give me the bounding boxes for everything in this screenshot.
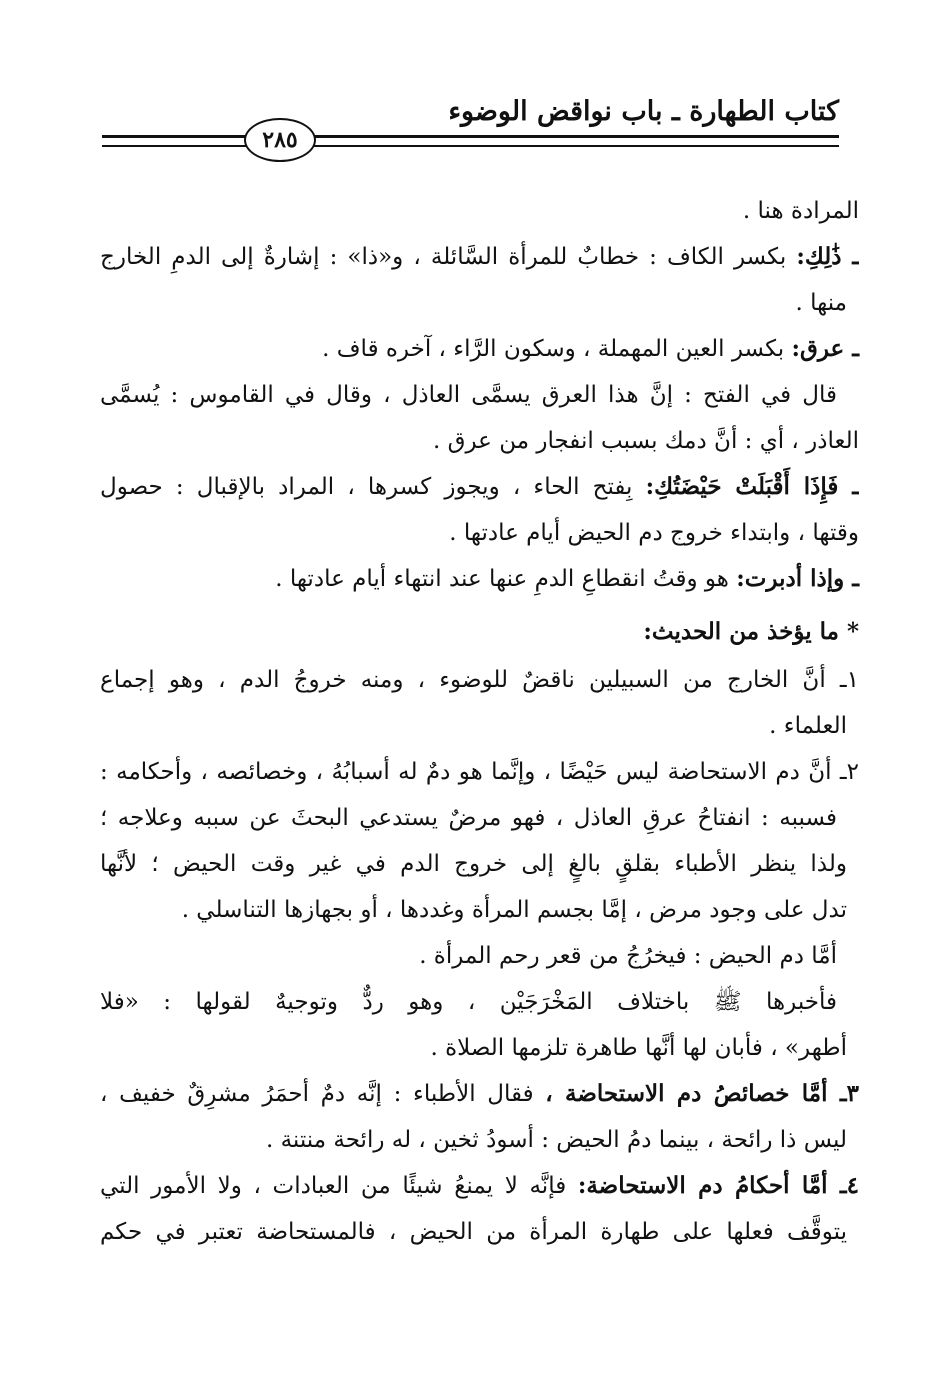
text-line: ـ ذَٰلِكِ: بكسر الكاف : خطابٌ للمرأة السَّائلة ، و«ذا» : إشارةٌ إلى الدمِ الخارج: [100, 243, 859, 270]
text-line: يتوقَّف فعلها على طهارة المرأة من الحيض ، فالمستحاضة تعتبر في حكم: [100, 1219, 847, 1245]
header-rule-bottom: [102, 145, 839, 147]
text-line: قال في الفتح : إنَّ هذا العرق يسمَّى العاذل ، وقال في القاموس : يُسمَّى: [100, 382, 837, 408]
text-line: ليس ذا رائحة ، بينما دمُ الحيض : أسودُ ثخين ، له رائحة منتنة .: [265, 1127, 847, 1153]
text-line: ١ـ أنَّ الخارج من السبيلين ناقضٌ للوضوء ، ومنه خروجُ الدم ، وهو إجماع: [100, 667, 859, 693]
text-line: ـ عرق: بكسر العين المهملة ، وسكون الرَّاء ، آخره قاف .: [322, 335, 859, 362]
text-line: ـ وإذا أدبرت: هو وقتُ انقطاعِ الدمِ عنها عند انتهاء أيام عادتها .: [275, 565, 859, 592]
text-line: العلماء .: [769, 713, 847, 739]
text-line: ٤ـ أمَّا أحكامُ دم الاستحاضة: فإنَّه لا يمنعُ شيئًا من العبادات ، ولا الأمور التي: [100, 1172, 859, 1199]
text-line: أمَّا دم الحيض : فيخرُجُ من قعر رحم المرأة .: [419, 943, 837, 969]
text-line: تدل على وجود مرض ، إمَّا بجسم المرأة وغددها ، أو بجهازها التناسلي .: [181, 897, 847, 923]
header-rule-top: [102, 135, 839, 138]
text-line: ولذا ينظر الأطباء بقلقٍ بالغٍ إلى خروج الدم في غير وقت الحيض ؛ لأنَّها: [100, 851, 847, 877]
text-line: المرادة هنا .: [742, 198, 859, 224]
text-line: فسببه : انفتاحُ عرقِ العاذل ، فهو مرضٌ يستدعي البحثَ عن سببه وعلاجه ؛: [100, 805, 837, 831]
text-line: وقتها ، وابتداء خروج دم الحيض أيام عادتها .: [449, 520, 859, 546]
text-line: منها .: [795, 290, 847, 316]
text-line: العاذر ، أي : أنَّ دمك بسبب انفجار من عرق .: [433, 428, 859, 454]
section-heading: * ما يؤخذ من الحديث:: [643, 618, 859, 645]
running-header-title: كتاب الطهارة ـ باب نواقض الوضوء: [448, 96, 839, 127]
text-line: أطهر» ، فأبان لها أنَّها طاهرة تلزمها الصلاة .: [430, 1035, 847, 1061]
text-line: ـ فَإِذَا أَقْبَلَتْ حَيْضَتُكِ: بِفتح الحاء ، ويجوز كسرها ، المراد بالإقبال : حصول: [100, 473, 859, 500]
text-line: فأخبرها ﷺ باختلاف المَخْرَجَيْن ، وهو ردٌّ وتوجيهٌ لقولها : «فلا: [100, 989, 837, 1015]
text-line: ٣ـ أمَّا خصائصُ دم الاستحاضة ، فقال الأطباء : إنَّه دمٌ أحمَرُ مشرِقٌ خفيف ،: [100, 1080, 859, 1107]
text-line: ٢ـ أنَّ دم الاستحاضة ليس حَيْضًا ، وإنَّما هو دمٌ له أسبابُهُ ، وخصائصه ، وأحكامه :: [100, 759, 859, 785]
page-number: ٢٨٥: [244, 118, 316, 162]
